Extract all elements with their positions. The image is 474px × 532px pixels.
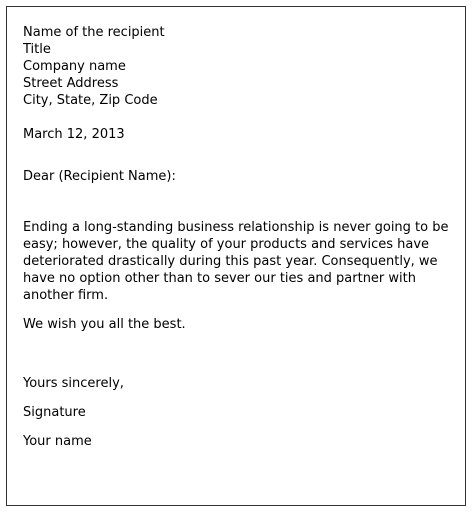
recipient-title: Title bbox=[23, 42, 51, 57]
letter-date: March 12, 2013 bbox=[23, 127, 125, 142]
recipient-name: Name of the recipient bbox=[23, 25, 165, 40]
letter-frame bbox=[6, 6, 466, 506]
salutation: Dear (Recipient Name): bbox=[23, 169, 176, 184]
recipient-company: Company name bbox=[23, 59, 126, 74]
closing-line: Yours sincerely, bbox=[23, 376, 124, 391]
body-paragraph: Ending a long-standing business relationship is never going to be easy; however, the quality of your products and services have deteriorated drastically during this past year. Consequently, we have no option other than to sever our ties and partner with another firm. bbox=[23, 220, 449, 303]
signature-line: Signature bbox=[23, 405, 86, 420]
recipient-city-state-zip: City, State, Zip Code bbox=[23, 93, 158, 108]
sender-name: Your name bbox=[23, 434, 92, 449]
recipient-street: Street Address bbox=[23, 76, 119, 91]
wishes-line: We wish you all the best. bbox=[23, 317, 186, 332]
